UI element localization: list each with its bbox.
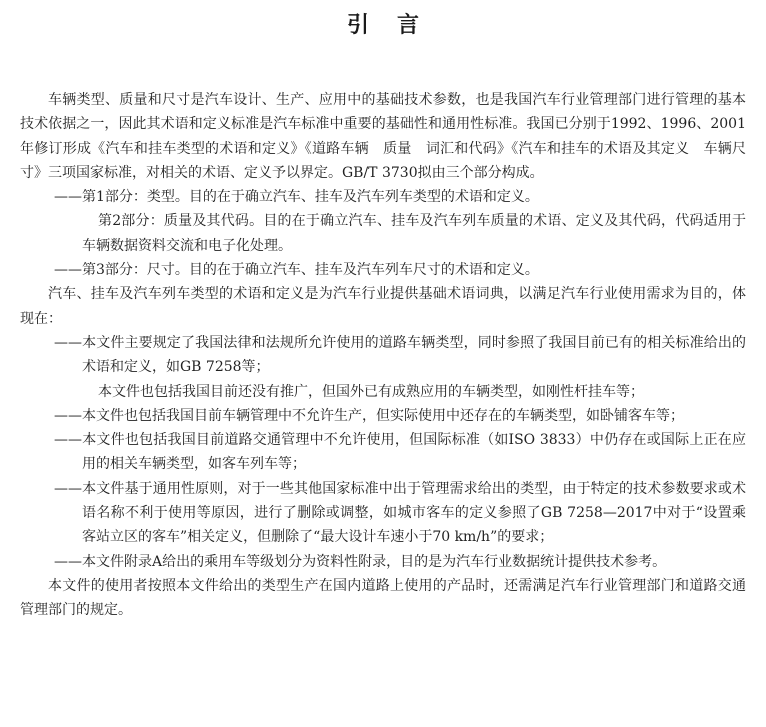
list-item-1b: 本文件也包括我国目前还没有推广，但国外已有成熟应用的车辆类型，如刚性杆挂车等； — [98, 383, 644, 400]
list-item-2: ——本文件也包括我国目前车辆管理中不允许生产，但实际使用中还存在的车辆类型，如卧铺客车等； — [54, 407, 684, 424]
intro-paragraph: 车辆类型、质量和尺寸是汽车设计、生产、应用中的基础技术参数，也是我国汽车行业管理部门进行管理的基本技术依据之一，因此其术语和定义标准是汽车标准中重要的基础性和通用性标准。我国已分别于1992、1996、2001年修订形成《汽车和挂车类型的术语和定义》《道路车辆 质量 词汇和代码》《汽车和挂车的术语及其定义 车辆尺寸》三项国家标准，对相关的术语、定义予以界定。GB/T 3730拟由三个部分构成。 — [20, 92, 746, 181]
list-item-4: ——本文件基于通用性原则，对于一些其他国家标准中出于管理需求给出的类型，由于特定的技术参数要求或术语名称不利于使用等原因，进行了删除或调整，如城市客车的定义参照了GB 7258—2017中对于“设置乘客站立区的客车”相关定义，但删除了“最大设计车速小于70 km/h”的要求； — [54, 480, 746, 546]
list-item-5: ——本文件附录A给出的乘用车等级划分为资料性附录，目的是为汽车行业数据统计提供技术参考。 — [54, 553, 667, 570]
part-3-item: ——第3部分：尺寸。目的在于确立汽车、挂车及汽车列车尺寸的术语和定义。 — [54, 262, 539, 279]
list-item-3: ——本文件也包括我国目前道路交通管理中不允许使用，但国际标准（如ISO 3833）中仍存在或国际上正在应用的相关车辆类型，如客车列车等； — [54, 432, 746, 473]
purpose-paragraph: 汽车、挂车及汽车列车类型的术语和定义是为汽车行业提供基础术语词典，以满足汽车行业使用需求为目的，体现在： — [20, 286, 746, 327]
list-item-1: ——本文件主要规定了我国法律和法规所允许使用的道路车辆类型，同时参照了我国目前已有的相关标准给出的术语和定义，如GB 7258等； — [54, 334, 746, 376]
document-body — [20, 88, 746, 623]
closing-paragraph: 本文件的使用者按照本文件给出的类型生产在国内道路上使用的产品时，还需满足汽车行业管理部门和道路交通管理部门的规定。 — [20, 577, 746, 619]
page-title: 引言 — [346, 13, 447, 38]
part-2-item: 第2部分：质量及其代码。目的在于确立汽车、挂车及汽车列车质量的术语、定义及其代码，代码适用于车辆数据资料交流和电子化处理。 — [82, 213, 746, 254]
part-1-item: ——第1部分：类型。目的在于确立汽车、挂车及汽车列车类型的术语和定义。 — [54, 189, 539, 206]
